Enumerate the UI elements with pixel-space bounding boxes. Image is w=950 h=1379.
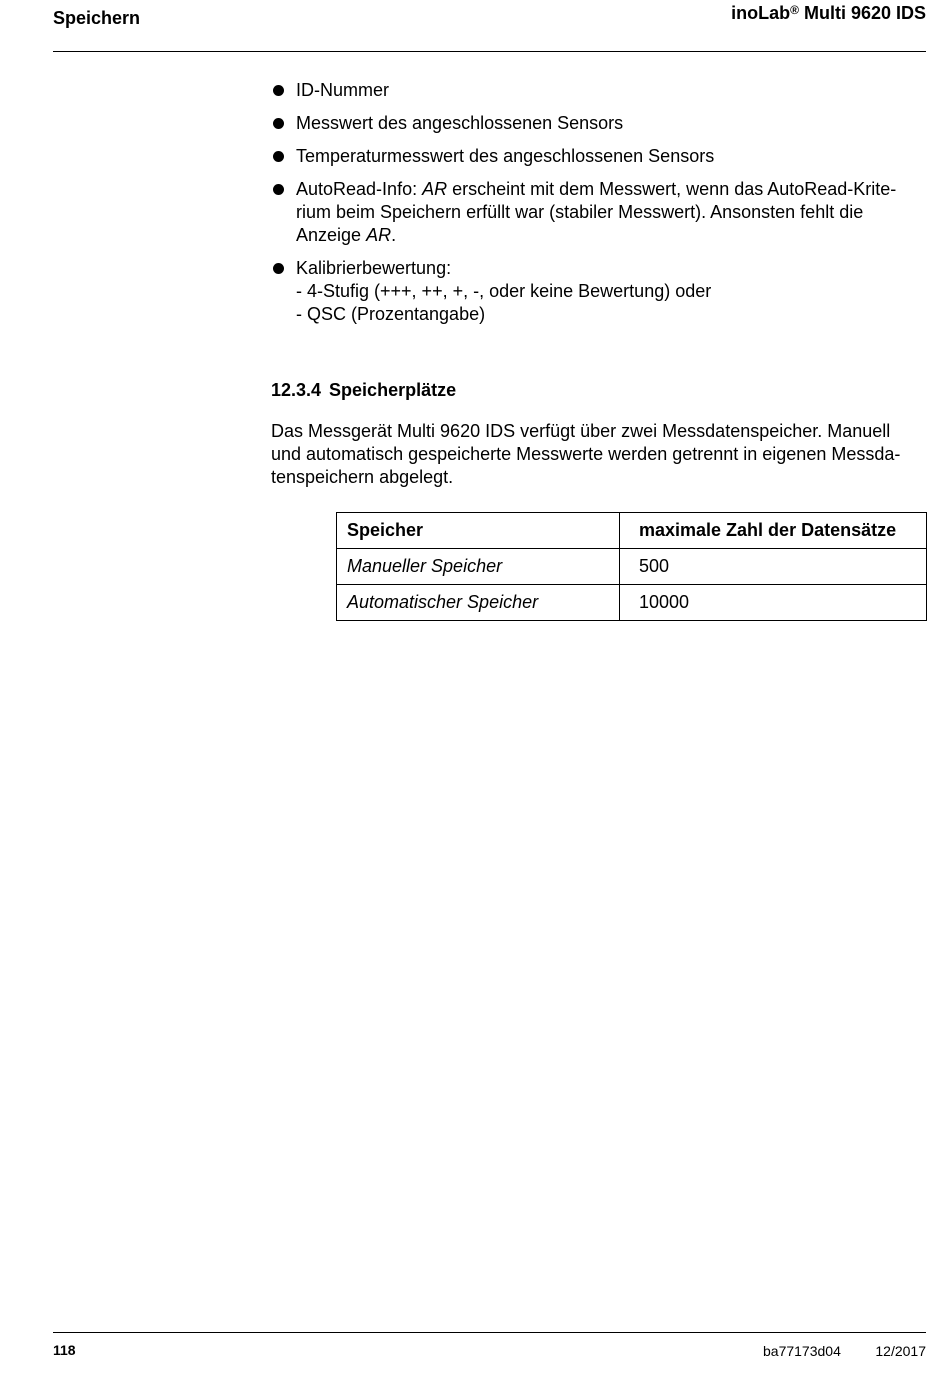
- bullet-dot-icon: [273, 184, 284, 195]
- paragraph-line: Das Messgerät Multi 9620 IDS verfügt über zwei Messdatenspeicher. Manuell: [271, 421, 891, 441]
- bullet-item: [271, 145, 931, 168]
- bullet-text: Messwert des angeschlossenen Sensors: [296, 113, 624, 133]
- bullet-item: [271, 79, 931, 102]
- section-paragraph: [271, 420, 931, 489]
- bullet-dot-icon: [273, 85, 284, 96]
- bullet-dot-icon: [273, 118, 284, 129]
- emphasis-ar: AR: [422, 179, 448, 199]
- bullet-text: [296, 178, 931, 201]
- header-product-title: [731, 3, 926, 24]
- bullet-item: [271, 178, 931, 247]
- storage-table: [336, 512, 927, 621]
- footer-divider: [53, 1332, 926, 1333]
- bullet-dot-icon: [273, 151, 284, 162]
- table-header-cell: maximale Zahl der Datensätze: [620, 513, 927, 549]
- bullet-text: rium beim Speichern erfüllt war (stabiler Messwert). Ansonsten fehlt die: [296, 202, 864, 222]
- product-prefix: inoLab: [731, 3, 791, 23]
- bullet-dot-icon: [273, 263, 284, 274]
- text-run: erscheint mit dem Messwert, wenn das AutoRead-Krite-: [447, 179, 897, 199]
- document-date: 12/2017: [875, 1343, 926, 1359]
- text-run: .: [391, 225, 397, 245]
- paragraph-line: und automatisch gespeicherte Messwerte werden getrennt in eigenen Messda-: [271, 444, 901, 464]
- bullet-item: [271, 257, 931, 326]
- bullet-text: [296, 224, 931, 247]
- section-title: Speicherplätze: [329, 380, 457, 400]
- page-number: 118: [53, 1342, 76, 1358]
- text-run: Anzeige: [296, 225, 367, 245]
- section-number: 12.3.4: [271, 380, 322, 400]
- table-row: [337, 585, 927, 621]
- table-cell: 10000: [620, 585, 927, 621]
- product-suffix: Multi 9620 IDS: [798, 3, 926, 23]
- table-cell: 500: [620, 549, 927, 585]
- table-header-cell: Speicher: [337, 513, 620, 549]
- section-heading: [271, 380, 456, 401]
- header-divider: [53, 51, 926, 52]
- bullet-list: [271, 79, 931, 336]
- header-section-title: Speichern: [53, 8, 141, 28]
- table-cell: Automatischer Speicher: [337, 585, 620, 621]
- table-row: [337, 549, 927, 585]
- registered-mark: ®: [790, 3, 799, 17]
- bullet-text: ID-Nummer: [296, 80, 389, 100]
- document-id: ba77173d04: [763, 1343, 841, 1359]
- table-header-row: [337, 513, 927, 549]
- paragraph-line: tenspeichern abgelegt.: [271, 467, 454, 487]
- bullet-text: Temperaturmesswert des angeschlossenen Sensors: [296, 146, 715, 166]
- bullet-item: [271, 112, 931, 135]
- bullet-text: - 4-Stufig (+++, ++, +, -, oder keine Bewertung) oder: [296, 281, 712, 301]
- emphasis-ar: AR: [366, 225, 392, 245]
- bullet-text: - QSC (Prozentangabe): [296, 304, 486, 324]
- table-cell: Manueller Speicher: [337, 549, 620, 585]
- text-run: AutoRead-Info:: [296, 179, 423, 199]
- bullet-text: Kalibrierbewertung:: [296, 258, 452, 278]
